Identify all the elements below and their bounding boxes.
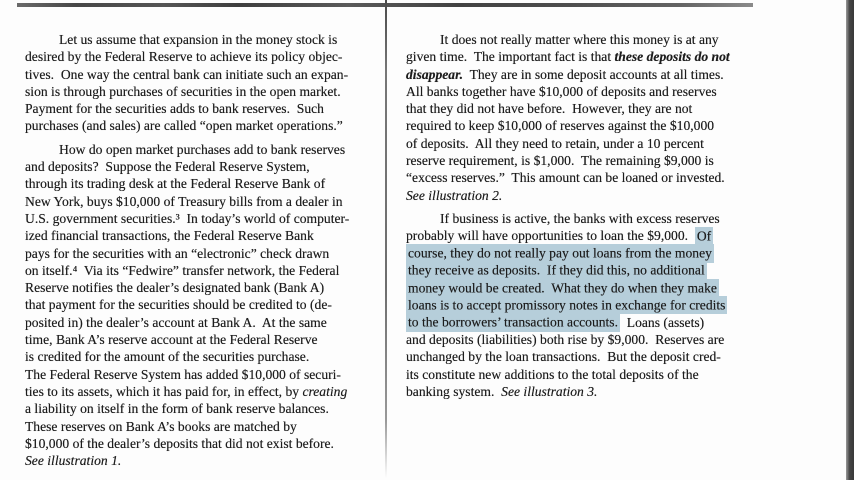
text-line: time, Bank A’s reserve account at the Federal Reserve: [25, 332, 318, 348]
text-line: required to keep $10,000 of reserves against the $10,000: [406, 118, 715, 134]
text-line: on itself.⁴ Via its “Fedwire” transfer network, the Federal: [25, 262, 340, 278]
text-line: sion is through purchases of securities in the open market.: [25, 83, 341, 99]
text-line: U.S. government securities.³ In today’s world of computer-: [25, 210, 350, 226]
text-line: Reserve notifies the dealer’s designated bank (Bank A): [25, 280, 325, 296]
text-line: It does not really matter where this money is at any: [440, 32, 719, 47]
text-line: [406, 262, 752, 279]
highlighted-text: Of: [696, 228, 712, 244]
text-line: [406, 296, 752, 313]
column-divider-rule: [385, 0, 387, 478]
text-segment: given time. The important fact is that: [406, 49, 615, 65]
text-line: through its trading desk at the Federal Reserve Bank of: [25, 176, 326, 192]
text-line: [406, 227, 752, 244]
highlighted-text: they receive as deposits. If they did this, no additional: [408, 262, 705, 278]
text-line: [406, 48, 752, 65]
text-line: If business is active, the banks with excess reserves: [440, 210, 720, 226]
text-line: its constitute new additions to the total deposits of the: [406, 366, 699, 382]
text-line: is credited for the amount of the securities purchase.: [25, 349, 310, 365]
text-line: and deposits? Suppose the Federal Reserve System,: [25, 159, 310, 175]
text-line: that they did not have before. However, they are not: [406, 101, 693, 117]
text-line: ized financial transactions, the Federal Reserve Bank: [25, 228, 314, 244]
text-line: [406, 279, 752, 296]
emphasized-text: these deposits do not: [614, 49, 730, 65]
text-line: a liability on itself in the form of bank reserve balances.: [25, 401, 329, 417]
text-line: tives. One way the central bank can initiate such an expan-: [25, 66, 349, 82]
text-line: [406, 245, 752, 262]
text-line: $10,000 of the dealer’s deposits that did not exist before.: [25, 435, 334, 451]
scan-edge-strip: [846, 0, 854, 480]
text-line: pays for the securities with an “electronic” check drawn: [25, 245, 330, 261]
text-line: and deposits (liabilities) both rise by $9,000. Reserves are: [406, 332, 725, 348]
highlighted-text: to the borrowers’ transaction accounts.: [408, 314, 618, 330]
text-segment: banking system.: [406, 383, 502, 399]
text-line: unchanged by the loan transactions. But the deposit cred-: [406, 349, 721, 365]
text-line: The Federal Reserve System has added $10,000 of securi-: [25, 366, 341, 382]
text-line: of deposits. All they need to retain, under a 10 percent: [406, 135, 704, 151]
text-line: All banks together have $10,000 of deposits and reserves: [406, 83, 717, 99]
emphasized-text: creating: [302, 383, 348, 399]
text-line: Let us assume that expansion in the money stock is: [59, 32, 338, 47]
text-segment: ties to its assets, which it has paid for, in effect, by: [25, 383, 303, 399]
text-line: desired by the Federal Reserve to achieve its policy objec-: [25, 49, 343, 65]
text-line: [25, 383, 377, 400]
left-text-column: [25, 31, 377, 469]
text-line: reserve requirement, is $1,000. The remaining $9,000 is: [406, 153, 714, 169]
highlighted-text: course, they do not really pay out loans from the money: [408, 245, 712, 261]
text-line: New York, buys $10,000 of Treasury bills from a dealer in: [25, 193, 343, 209]
highlighted-text: money would be created. What they do when they make: [408, 280, 717, 296]
text-line: [406, 383, 752, 400]
text-line: These reserves on Bank A’s books are matched by: [25, 418, 297, 434]
illustration-note: See illustration 1.: [25, 453, 122, 469]
emphasized-text: disappear.: [406, 66, 464, 82]
text-line: [406, 66, 752, 83]
text-line: “excess reserves.” This amount can be loaned or invested.: [406, 170, 725, 186]
text-line: [406, 314, 752, 331]
text-segment: Loans (assets): [620, 314, 705, 330]
text-line: posited in) the dealer’s account at Bank A. At the same: [25, 314, 327, 330]
illustration-note: See illustration 3.: [501, 383, 598, 399]
highlighted-text: loans is to accept promissory notes in exchange for credits: [408, 297, 726, 313]
text-line: that payment for the securities should be credited to (de-: [25, 297, 332, 313]
text-line: How do open market purchases add to bank reserves: [59, 141, 346, 157]
right-text-column: [406, 31, 752, 400]
text-segment: They are in some deposit accounts at all times.: [463, 66, 724, 82]
text-segment: probably will have opportunities to loan the $9,000.: [406, 228, 695, 244]
illustration-note: See illustration 2.: [406, 187, 503, 203]
text-line: purchases (and sales) are called “open market operations.”: [25, 118, 343, 134]
text-line: Payment for the securities adds to bank reserves. Such: [25, 101, 324, 117]
